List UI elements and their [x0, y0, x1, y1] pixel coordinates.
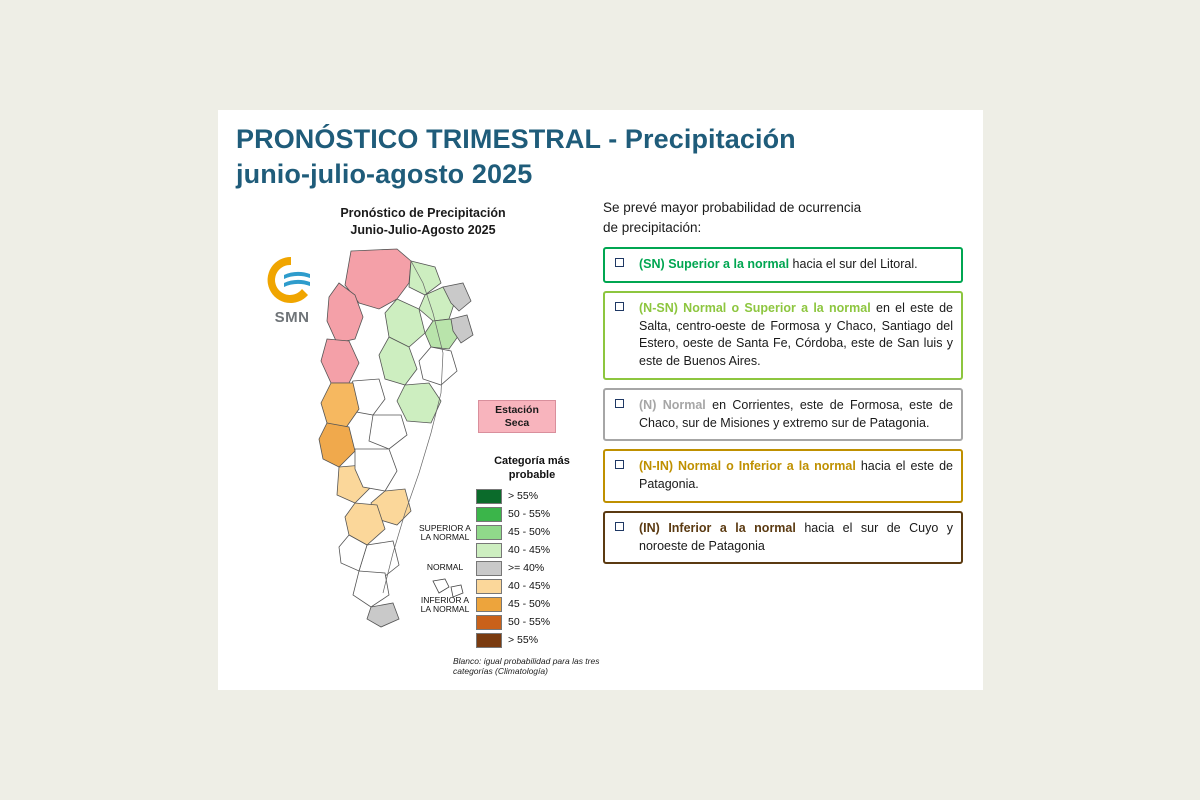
forecast-panel [603, 198, 963, 572]
category-code: (N-SN) [639, 300, 678, 315]
legend-group-line2: LA NORMAL [420, 604, 470, 615]
forecast-intro [603, 198, 963, 237]
page-title-line2: junio-julio-agosto 2025 [236, 159, 533, 190]
dry-season-line2: Seca [504, 416, 530, 429]
legend-group-line1: INFERIOR A [420, 594, 470, 605]
category-name: Superior a la normal [668, 257, 790, 272]
category-text: en el este de Salta, centro-oeste de Formosa y Chaco, Santiago del Estero, oeste de Santa Fe, Córdoba, este de San luis y este de Buenos Aires. [639, 300, 953, 369]
forecast-intro-line2: de precipitación: [603, 219, 702, 235]
checkbox-icon [615, 460, 624, 469]
page-title [236, 122, 956, 192]
category-name: Normal o Inferior a la normal [678, 459, 856, 474]
legend-row [443, 506, 588, 524]
legend-swatch [476, 543, 502, 558]
legend-group-line1: SUPERIOR A [419, 522, 471, 533]
category-name: Inferior a la normal [668, 520, 796, 535]
checkbox-icon [615, 399, 624, 408]
category-code: (IN) [639, 520, 660, 535]
legend-row [443, 614, 588, 632]
dry-season-badge [478, 400, 556, 433]
legend-group-line2: LA NORMAL [420, 532, 470, 543]
checkbox-icon [615, 522, 624, 531]
legend-label: 50 - 55% [508, 615, 551, 628]
category-name: Normal o Superior a la normal [683, 300, 871, 315]
legend-label: >= 40% [508, 561, 545, 574]
legend-group-normal [415, 563, 475, 573]
legend-title-line1: Categoría más [494, 455, 570, 467]
page-title-line1: PRONÓSTICO TRIMESTRAL - Precipitación [236, 124, 796, 154]
legend-swatch [476, 633, 502, 648]
smn-logo-label: SMN [274, 309, 310, 326]
slide [218, 110, 983, 690]
legend-swatch [476, 525, 502, 540]
forecast-category-n-sn [603, 291, 963, 380]
legend-label: 50 - 55% [508, 507, 551, 520]
checkbox-icon [615, 258, 624, 267]
category-code: (SN) [639, 257, 665, 272]
forecast-category-n-in [603, 449, 963, 503]
category-text: hacia el sur de Cuyo y noroeste de Patagonia [639, 520, 953, 553]
legend-title [476, 455, 588, 483]
legend-label: > 55% [508, 633, 539, 646]
category-code: (N) [639, 397, 657, 412]
legend-row [420, 594, 588, 615]
map-title-line1: Pronóstico de Precipitación [340, 206, 506, 220]
legend-swatch [476, 579, 502, 594]
legend-group-line1: NORMAL [426, 561, 464, 572]
legend-label: 45 - 50% [508, 525, 551, 538]
category-text: hacia el sur del Litoral. [789, 257, 918, 272]
legend-row [443, 578, 588, 596]
legend-row [443, 488, 588, 506]
legend-row [443, 632, 588, 650]
legend-title-line2: probable [508, 468, 556, 481]
category-text: en Corrientes, este de Formosa, este de Chaco, sur de Misiones y extremo sur de Patagonia. [639, 397, 953, 430]
map-legend [419, 455, 600, 677]
legend-label: 40 - 45% [508, 579, 551, 592]
forecast-category-n [603, 388, 963, 442]
legend-group-inferior [415, 596, 475, 616]
category-code: (N-IN) [639, 459, 674, 474]
legend-group-superior [415, 524, 475, 544]
legend-swatch [476, 615, 502, 630]
legend-row [426, 560, 588, 578]
legend-label: > 55% [508, 489, 539, 502]
dry-season-line1: Estación [495, 404, 539, 416]
forecast-intro-line1: Se prevé mayor probabilidad de ocurrencia [603, 200, 862, 215]
legend-row [443, 542, 588, 560]
category-text: hacia el este de Patagonia. [639, 459, 953, 492]
legend-note: Blanco: igual probabilidad para las tres categorías (Climatología) [453, 655, 600, 677]
legend-swatch [476, 561, 502, 576]
checkbox-icon [615, 302, 624, 311]
map-title [298, 205, 548, 239]
legend-swatch [476, 597, 502, 612]
map-title-line2: Junio-Julio-Agosto 2025 [350, 222, 496, 237]
legend-label: 40 - 45% [508, 543, 551, 556]
forecast-category-in [603, 511, 963, 565]
legend-row [419, 522, 588, 543]
forecast-category-sn [603, 247, 963, 283]
legend-swatch [476, 507, 502, 522]
legend-label: 45 - 50% [508, 597, 551, 610]
category-name: Normal [662, 397, 706, 412]
legend-swatch [476, 489, 502, 504]
map-panel [238, 205, 600, 677]
